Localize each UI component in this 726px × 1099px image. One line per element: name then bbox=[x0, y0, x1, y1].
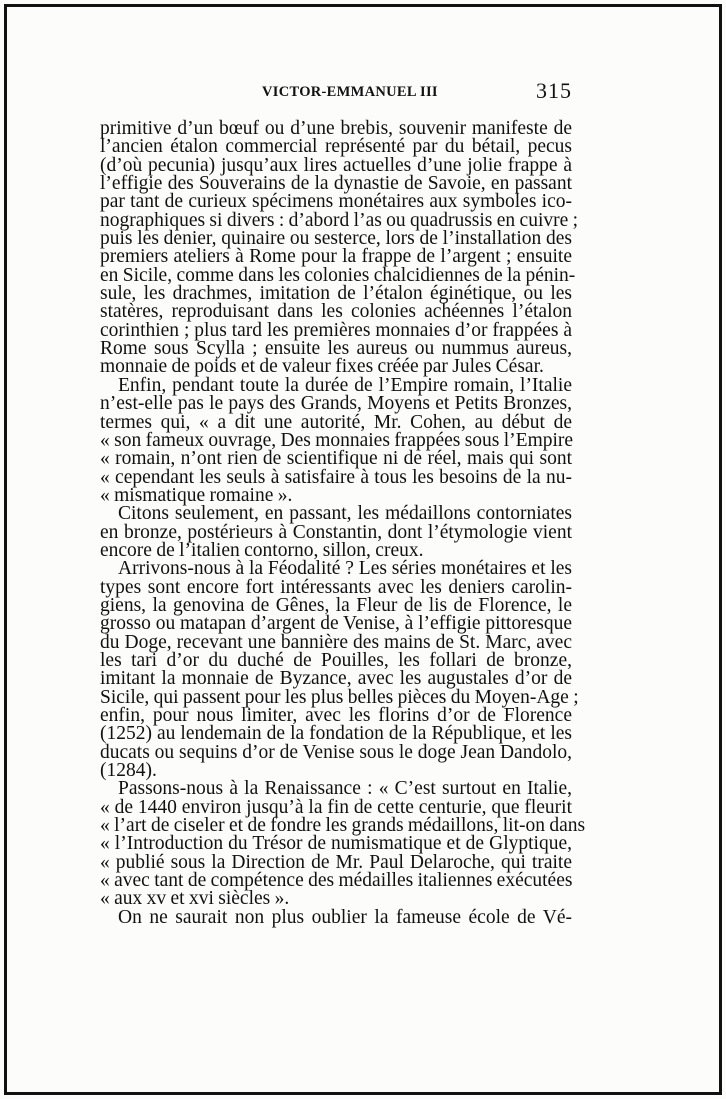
text-line: primitive d’un bœuf ou d’une brebis, souvenir manifeste de bbox=[100, 118, 572, 139]
page-header bbox=[100, 78, 572, 106]
text-line: monnaie de poids et de valeur fixes créée par Jules César. bbox=[100, 356, 544, 378]
text-line: grosso ou matapan d’argent de Venise, à l’effigie pittoresque bbox=[100, 613, 572, 635]
text-line: n’est-elle pas le pays des Grands, Moyens et Petits Bronzes, bbox=[100, 393, 572, 415]
text-line: statères, reproduisant dans les colonies achéennes l’étalon bbox=[100, 301, 572, 323]
text-line: encore de l’italien contorno, sillon, creux. bbox=[100, 539, 424, 561]
text-line: giens, la genovina de Gênes, la Fleur de lis de Florence, le bbox=[100, 594, 572, 616]
text-line: en Sicile, comme dans les colonies chalcidiennes de la pénin- bbox=[100, 264, 576, 286]
text-line: « avec tant de compétence des médailles italiennes exécutées bbox=[100, 870, 573, 892]
text-line: « l’Introduction du Trésor de numismatique et de Glyptique, bbox=[100, 833, 572, 855]
text-line: enfin, pour nous limiter, avec les florins d’or de Florence bbox=[100, 705, 572, 726]
text-line: types sont encore fort intéressants avec les deniers carolin- bbox=[100, 576, 572, 598]
text-line: Enfin, pendant toute la durée de l’Empire romain, l’Italie bbox=[118, 374, 572, 396]
text-line: Sicile, qui passent pour les plus belles pièces du Moyen-Age ; bbox=[100, 686, 579, 708]
text-line: par tant de curieux spécimens monétaires aux symboles ico- bbox=[100, 191, 572, 213]
text-line: termes qui, « a dit une autorité, Mr. Cohen, au début de bbox=[100, 411, 572, 433]
text-line: nographiques si divers : d’abord l’as ou quadrussis en cuivre ; bbox=[100, 209, 579, 231]
text-line: (1252) au lendemain de la fondation de la République, et les bbox=[100, 723, 572, 745]
text-line: puis les denier, quinaire ou sesterce, lors de l’installation des bbox=[100, 228, 572, 250]
text-line: imitant la monnaie de Byzance, avec les augustales d’or de bbox=[100, 668, 572, 690]
text-line: Citons seulement, en passant, les médaillons contorniates bbox=[118, 503, 572, 525]
text-line: (1284). bbox=[100, 760, 157, 782]
text-line: « romain, n’ont rien de scientifique ni de réel, mais qui sont bbox=[100, 448, 572, 470]
text-line: « aux xv et xvi siècles ». bbox=[100, 888, 290, 910]
text-line: ducats ou sequins d’or de Venise sous le doge Jean Dandolo, bbox=[100, 741, 572, 763]
text-line: « de 1440 environ jusqu’à la fin de cette centurie, que fleurit bbox=[100, 796, 572, 818]
text-line: Rome sous Scylla ; ensuite les aureus ou nummus aureus, bbox=[100, 338, 572, 360]
page-number: 315 bbox=[536, 78, 572, 103]
text-line: du Doge, recevant une bannière des mains de St. Marc, avec bbox=[100, 631, 572, 653]
text-line: l’effigie des Souverains de la dynastie de Savoie, en passant bbox=[100, 173, 572, 195]
text-line: On ne saurait non plus oublier la fameuse école de Vé- bbox=[118, 906, 572, 928]
text-line: « l’art de ciseler et de fondre les grands médaillons, lit-on dans bbox=[100, 815, 586, 837]
text-line: « son fameux ouvrage, Des monnaies frappées sous l’Empire bbox=[100, 429, 574, 451]
text-line: corinthien ; plus tard les premières monnaies d’or frappées à bbox=[100, 319, 572, 341]
text-line: premiers ateliers à Rome pour la frappe de l’argent ; ensuite bbox=[100, 246, 572, 268]
body-text bbox=[100, 118, 586, 928]
text-line: les tari d’or du duché de Pouilles, les follari de bronze, bbox=[100, 649, 572, 671]
text-line: « cependant les seuls à satisfaire à tous les besoins de la nu- bbox=[100, 466, 572, 488]
text-line: sule, les drachmes, imitation de l’étalon éginétique, ou les bbox=[100, 283, 572, 305]
text-line: Passons-nous à la Renaissance : « C’est surtout en Italie, bbox=[118, 778, 572, 800]
text-line: (d’où pecunia) jusqu’aux lires actuelles d’une jolie frappe à bbox=[100, 154, 572, 176]
text-line: « mismatique romaine ». bbox=[100, 484, 293, 506]
text-line: Arrivons-nous à la Féodalité ? Les séries monétaires et les bbox=[118, 558, 572, 580]
text-line: l’ancien étalon commercial représenté par du bétail, pecus bbox=[100, 136, 572, 158]
running-head: VICTOR-EMMANUEL III bbox=[262, 84, 438, 100]
text-line: en bronze, postérieurs à Constantin, dont l’étymologie vient bbox=[100, 521, 572, 543]
text-line: « publié sous la Direction de Mr. Paul Delaroche, qui traite bbox=[100, 851, 572, 873]
